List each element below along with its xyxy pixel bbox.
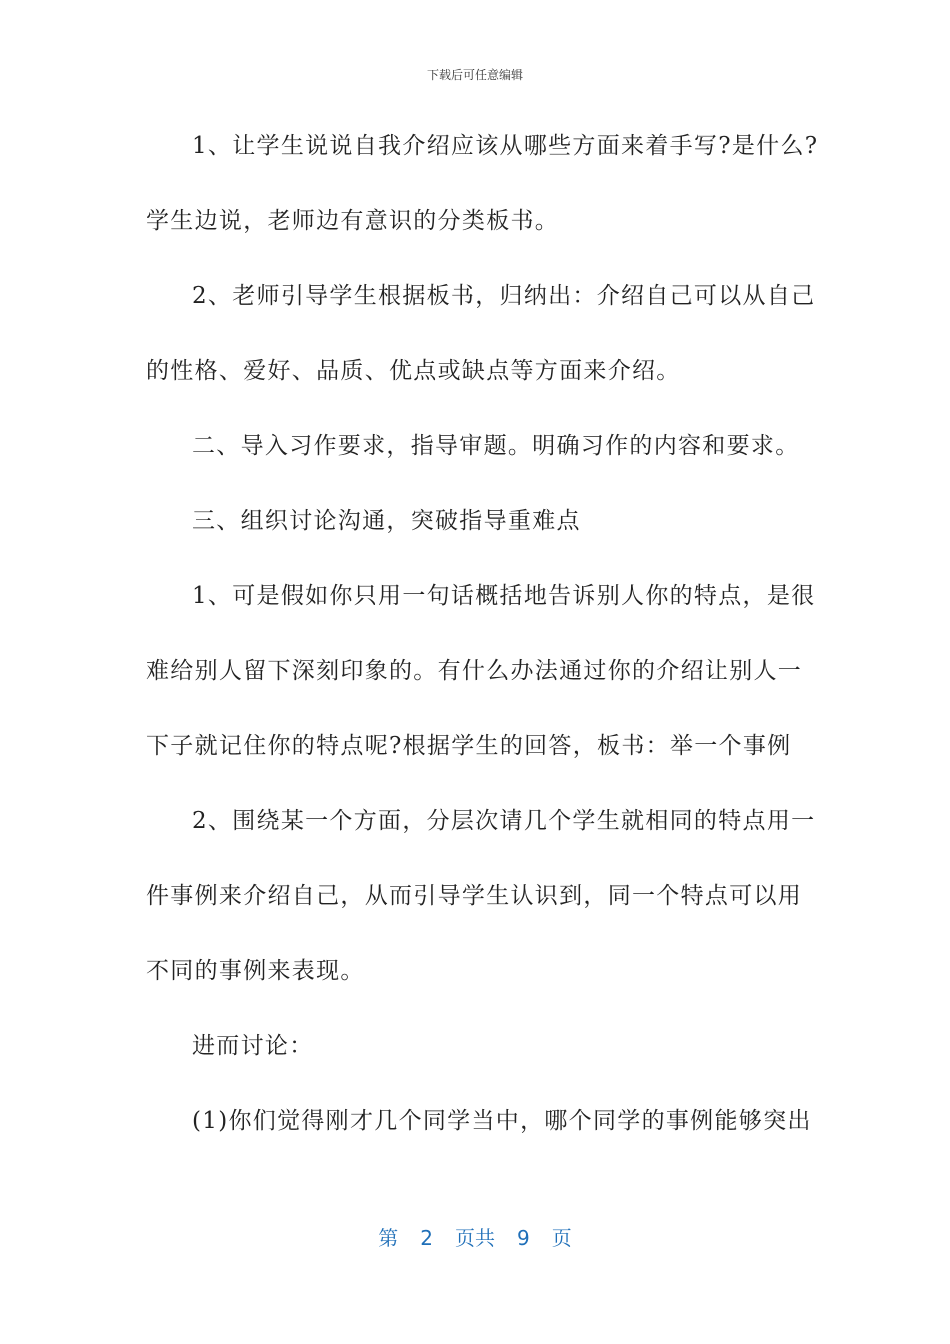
footer-middle: 页共 xyxy=(455,1226,495,1250)
footer-suffix: 页 xyxy=(551,1226,572,1250)
text-line: 件事例来介绍自己，从而引导学生认识到，同一个特点可以用 xyxy=(146,883,803,909)
text-line: 学生边说，老师边有意识的分类板书。 xyxy=(146,208,560,234)
text-line: 难给别人留下深刻印象的。有什么办法通过你的介绍让别人一 xyxy=(146,658,803,684)
page-header: 下载后可任意编辑 xyxy=(426,68,523,82)
text-line: (1)你们觉得刚才几个同学当中，哪个同学的事例能够突出 xyxy=(192,1108,812,1134)
footer-prefix: 第 xyxy=(378,1226,399,1250)
text-line: 的性格、爱好、品质、优点或缺点等方面来介绍。 xyxy=(146,358,681,384)
text-line: 1、可是假如你只用一句话概括地告诉别人你的特点，是很 xyxy=(192,583,816,609)
text-line: 2、老师引导学生根据板书，归纳出：介绍自己可以从自己 xyxy=(192,283,816,309)
text-line: 二、导入习作要求，指导审题。明确习作的内容和要求。 xyxy=(192,433,800,459)
text-line: 不同的事例来表现。 xyxy=(146,958,365,984)
total-pages-number: 9 xyxy=(517,1226,530,1250)
body-text xyxy=(146,120,819,1170)
page-footer xyxy=(0,1222,950,1251)
current-page-number: 2 xyxy=(420,1226,433,1250)
text-line: 下子就记住你的特点呢?根据学生的回答，板书：举一个事例 xyxy=(146,733,792,759)
text-line: 进而讨论： xyxy=(192,1033,314,1059)
text-line: 2、围绕某一个方面，分层次请几个学生就相同的特点用一 xyxy=(192,808,816,834)
text-line: 1、让学生说说自我介绍应该从哪些方面来着手写?是什么? xyxy=(192,133,819,159)
text-line: 三、组织讨论沟通，突破指导重难点 xyxy=(192,508,581,534)
